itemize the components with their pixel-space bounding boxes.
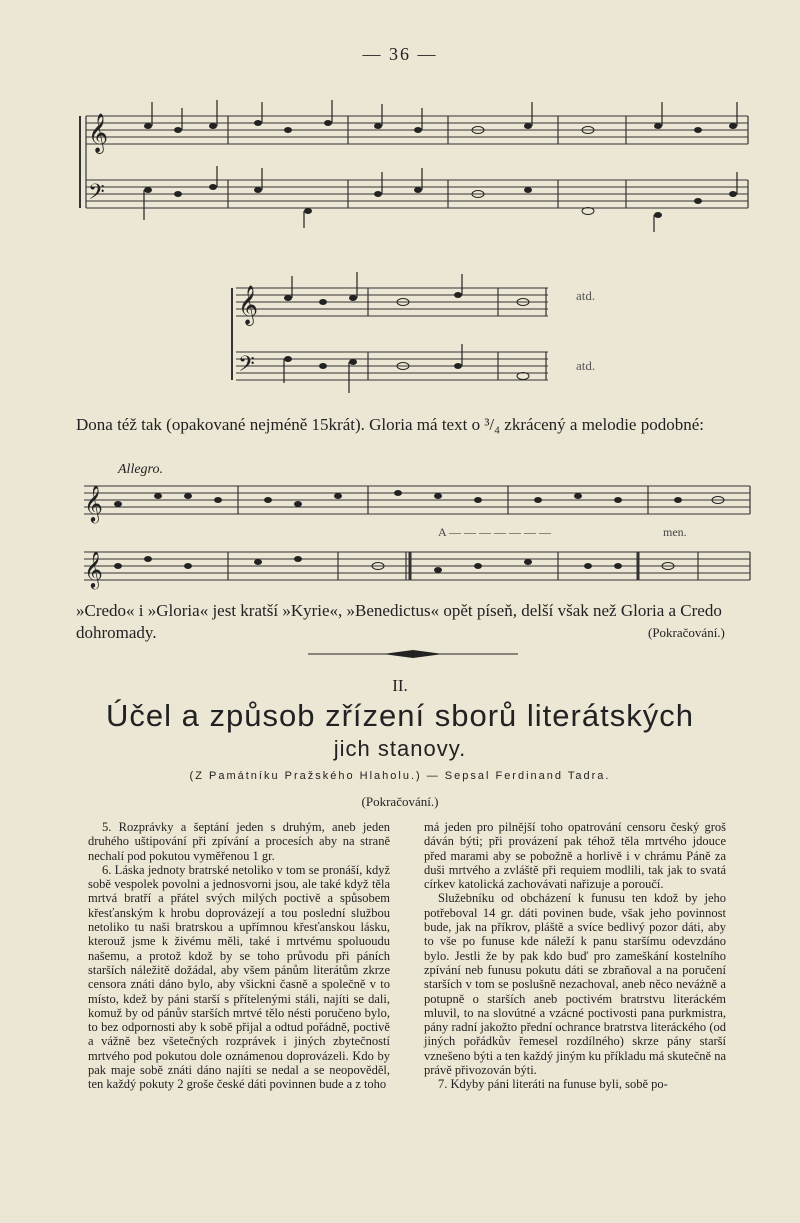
credo-paragraph: »Credo« i »Gloria« jest kratší »Kyrie«, »Benedictus« opět píseň, delší však než Gloria a Credo dohromady. xyxy=(76,601,722,642)
atd-label-2: atd. xyxy=(576,358,596,373)
bass-staff-1 xyxy=(86,180,748,208)
treble-clef-icon: 𝄞 xyxy=(238,285,259,325)
music-system-2 xyxy=(228,268,618,398)
paragraph: Služebníku od obcházení k funusu ten kdož by jeho potřeboval 14 gr. dáti povinen bude, však jeho povinnost bude, jak na příkrov, pláště a svíce bedlivý pozor dáti, aby to vše po funuse kde náleží k panu staršímu odevzdáno bylo. Jestli že by pak kdo buď pro zameškání kostelního zpívání neb funusu pokutu dáti se zbraňoval a na poručení starších v tom se poslušně nezachoval, aneb něco neváżně a potupně o starších aneb poctivém bratrstvu literáckém mluvil, to na slovútné a vzácné poctivosti pana purkmistra, pány radní jakožto přední ochrance bratrstva literáckého (od jiných pořádkův řemesel rozdílného) skrze pány starší vznešeno býti a ten každý jiným ku příkladu má skutečně na právě přivozován býti. xyxy=(424,891,726,1078)
continued-note-2: (Pokračování.) xyxy=(361,794,439,809)
treble-clef-icon: 𝄞 xyxy=(84,484,103,522)
intro-paragraph: Dona též tak (opakované nejméně 15krát). Gloria má text o ³/₄ zkrácený a melodie podobné: xyxy=(76,415,704,434)
lyric-amen-men: men. xyxy=(663,525,687,538)
article-title: Účel a způsob zřízení sborů literátských xyxy=(106,698,694,733)
column-right xyxy=(424,820,726,1092)
melody-staff-1 xyxy=(78,478,758,538)
section-number: II. xyxy=(392,676,408,695)
lyric-amen-a: A — — — — — — — xyxy=(438,525,552,538)
treble-clef-icon: 𝄞 xyxy=(84,550,103,588)
article-title-line2: jich stanovy. xyxy=(333,736,467,761)
tempo-marking: Allegro. xyxy=(118,462,163,477)
paragraph: 7. Kdyby páni literáti na funuse byli, sobě po- xyxy=(438,1077,668,1092)
page-number: — 36 — xyxy=(362,44,438,64)
paragraph: má jeden pro pilnější toho opatrování censoru český groš dáván býti; při provázení pak téhož těla mrtvého jdouce před marami aby se pobožně a horlivě i v chrámu Páně za duši mrtvého a zvláště při requiem modlili, tak jak to svatá církev katolická zachovávati nařizuje a poroučí. xyxy=(424,820,726,892)
bass-clef-icon: 𝄢 xyxy=(88,180,105,210)
treble-clef-icon: 𝄞 xyxy=(88,113,109,153)
article-source: (Z Památníku Pražského Hlaholu.) — Sepsal Ferdinand Tadra. xyxy=(189,770,611,782)
atd-label-1: atd. xyxy=(576,288,596,303)
music-system-1 xyxy=(78,100,758,235)
notes-1 xyxy=(144,100,737,232)
melody-staff-2 xyxy=(78,544,758,590)
continued-note-1: (Pokračování.) xyxy=(648,625,725,640)
column-left xyxy=(88,820,390,1092)
paragraph: 5. Rozprávky a šeptání jeden s druhým, aneb jeden druhého uštipování při zpívání a procesích aby na straně nechalí pod pokutou vyměřenou 1 gr. xyxy=(88,820,390,863)
bass-clef-icon: 𝄢 xyxy=(238,352,255,382)
divider-ornament xyxy=(308,650,518,658)
paragraph: 6. Láska jednoty bratrské netoliko v tom se pronáší, když sobě vespolek povolni a jednosvorni jsou, ale také když těla mrtvá bratří a přátel svých milých poctivě a spůsobem křesťanským k hrobu doprovázejí a tou poslední službou netoliko tu naši bratrskou a upřímnou křesťanskou lásku, kterouž jsme k živému měli, také i mrtvému spoluoudu našemu, a protož kdož by se toho průvodu při páních starších náležitě dožádal, aby všem pánům literátům zkrze censora znáti dáno bylo, aby všickni časně a společně v to místo, kdež by páni starší s přítelenými stáli, najíti se dali, komuž by od pánův starších mrtvé tělo nésti poručeno bylo, to bez odpornosti aby k sobě přijal a odtud pořádně, poctivě a vážně bez všetečných rozprávek i jiných zbytečností mrtvého pod pokutou dole oznámenou doprovázeli. Kdo by pak maje sobě znáti dáno najíti se nedal a se neopověděl, ten každý pokuty 2 groše české dáti povinnen bude a z toho xyxy=(88,862,390,1092)
